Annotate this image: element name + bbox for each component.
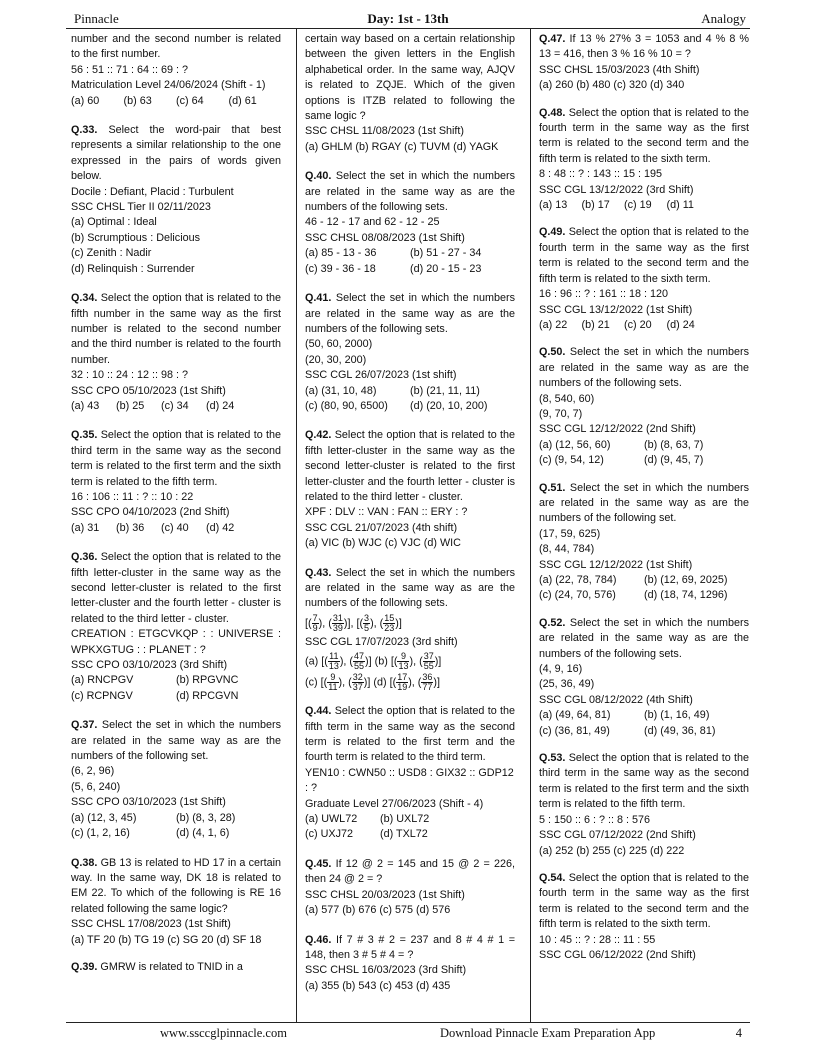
source: SSC CGL 08/12/2022 (4th Shift) [539, 693, 693, 706]
options [71, 811, 281, 826]
option-a: (a) 43 [71, 399, 100, 412]
option-a: (a) 85 - 13 - 36 [305, 247, 377, 260]
option-d: (d) (20, 10, 200) [410, 399, 488, 412]
options [71, 521, 251, 536]
question-text: Select the set in which the numbers are related in the same way as are the numbers of the following sets. [539, 346, 749, 390]
option-d: (d) Relinquish : Surrender [71, 262, 195, 275]
fraction-numerator: 32 [352, 672, 363, 683]
option-a: (a) UWL72 [305, 813, 358, 826]
option-a: (a) (31, 10, 48) [305, 384, 377, 397]
fraction-numerator: 11 [329, 651, 339, 662]
options [305, 812, 455, 827]
option-d: (d) RPCGVN [176, 689, 239, 702]
source: Matriculation Level 24/06/2024 (Shift - 1) [71, 79, 266, 92]
set: (8, 540, 60) [539, 392, 595, 405]
series: 32 : 10 :: 24 : 12 :: 98 : ? [71, 369, 189, 382]
fraction-denominator: 77 [422, 682, 433, 693]
question-text: GB 13 is related to HD 17 in a certain way. In the same way, DK 18 is related to EM 22. To which of the following is RE 16 related following the same logic? [71, 856, 282, 915]
fraction-denominator: 13 [328, 661, 339, 672]
question-47 [539, 32, 749, 94]
option-a: (a) RNCPGV [71, 674, 134, 687]
option-a: (a) 31 [71, 521, 100, 534]
question-number: Q.43. [305, 566, 332, 579]
option-d: (d) 61 [228, 94, 257, 107]
question-33 [71, 123, 281, 277]
option-c: (c) RCPNGV [71, 689, 133, 702]
options [539, 453, 749, 468]
set: (25, 36, 49) [539, 678, 595, 691]
options-cd: (c) [( $\frac{9}{11}$ ), ( $\frac{32}{37}$ )] (d) [( $\frac{17}{19}$ ), ( $\frac{36}{77}$ )] [305, 672, 441, 693]
question-40 [305, 169, 515, 277]
option-d: (d) 24 [666, 318, 695, 331]
fraction-denominator: 37 [352, 682, 363, 693]
option-c: (c) (9, 54, 12) [539, 454, 604, 467]
series: XPF : DLV :: VAN : FAN :: ERY : ? [305, 506, 468, 519]
question-text: Select the set in which the numbers are related in the same way as are the numbers of the following sets. [539, 616, 749, 660]
question-number: Q.42. [305, 429, 332, 442]
question-52 [539, 616, 749, 739]
fraction-denominator: 39 [332, 622, 343, 633]
source: SSC CGL 21/07/2023 (4th shift) [305, 521, 458, 534]
source: SSC CHSL 20/03/2023 (1st Shift) [305, 888, 465, 901]
question-35 [71, 428, 281, 536]
source: SSC CGL 17/07/2023 (3rd shift) [305, 635, 458, 648]
series: 8 : 48 :: ? : 143 :: 15 : 195 [539, 168, 663, 181]
question-text: number and the second number is related to the first number. [71, 33, 281, 61]
question-number: Q.44. [305, 705, 332, 718]
source: SSC CHSL 17/08/2023 (1st Shift) [71, 918, 231, 931]
option-a: (a) Optimal : Ideal [71, 216, 157, 229]
header-topic: Analogy [701, 11, 746, 26]
source: Graduate Level 27/06/2023 (Shift - 4) [305, 797, 484, 810]
series: 16 : 96 :: ? : 161 :: 18 : 120 [539, 288, 669, 301]
question-number: Q.53. [539, 752, 566, 765]
question-text: Select the set in which the numbers are related in the same way as are the numbers of the following set. [71, 719, 281, 763]
option-b-label: (b) [374, 655, 388, 668]
fraction-numerator: 3 [364, 612, 370, 623]
option-b: (b) (8, 63, 7) [644, 438, 704, 451]
option-b: (b) (8, 3, 28) [176, 811, 236, 824]
option-b: (b) (21, 11, 11) [410, 384, 480, 397]
option-d: (d) 24 [206, 399, 235, 412]
set: (9, 70, 7) [539, 407, 583, 420]
option-a: (a) (12, 56, 60) [539, 438, 611, 451]
fraction-numerator: 9 [397, 652, 409, 662]
header-rule [66, 28, 750, 29]
question-text: certain way based on a certain relationship between the given letters in the English alphabetical order. In the same way, AJQV is related to ZQJE. Which of the given options is ITZB related to following the same logic ? [305, 33, 515, 123]
question-text: Select the option that is related to the fifth number in the same way as the first number is related to the second number and the third number is related to the fourth number. [71, 292, 282, 366]
fraction-numerator: 37 [423, 651, 434, 662]
question-39-cont [305, 32, 515, 155]
option-c: (c) 19 [624, 199, 652, 212]
options: (a) 260 (b) 480 (c) 320 (d) 340 [539, 79, 685, 92]
option-b: (b) UXL72 [380, 813, 430, 826]
option-a-label: (a) [305, 655, 319, 668]
options [539, 198, 709, 213]
question-text: If 12 @ 2 = 145 and 15 @ 2 = 226, then 24 @ 2 = ? [305, 857, 515, 886]
column-3 [539, 32, 749, 973]
question-49 [539, 225, 749, 333]
option-d: (d) (18, 74, 1296) [644, 589, 728, 602]
options [305, 827, 455, 842]
question-43 [305, 566, 515, 693]
question-text: Select the option that is related to the fifth term in the same way as the second term is related to the first term and the fourth term is related to the third term. [305, 705, 516, 764]
option-c: (c) 34 [161, 399, 189, 412]
source: SSC CHSL 08/08/2023 (1st Shift) [305, 231, 465, 244]
option-d: (d) (49, 36, 81) [644, 724, 716, 737]
source: SSC CHSL 15/03/2023 (4th Shift) [539, 63, 700, 76]
source: SSC CPO 04/10/2023 (2nd Shift) [71, 506, 230, 519]
option-c: (c) (1, 2, 16) [71, 827, 130, 840]
source: SSC CGL 06/12/2022 (2nd Shift) [539, 948, 696, 961]
option-d: (d) (9, 45, 7) [644, 454, 704, 467]
option-b: (b) 17 [581, 199, 610, 212]
question-54 [539, 871, 749, 963]
question-text: Select the option that is related to the fifth letter-cluster in the same way as the second letter-cluster is related to the first letter-cluster and the fourth letter - cluster is related to the third letter - cluster. [305, 429, 516, 503]
option-d: (d) (4, 1, 6) [176, 827, 230, 840]
fraction-numerator: 36 [422, 672, 433, 683]
question-number: Q.33. [71, 124, 98, 137]
options [539, 708, 749, 723]
set: (8, 44, 784) [539, 543, 595, 556]
fraction-denominator: 55 [423, 661, 434, 672]
question-text: GMRW is related to TNID in a [100, 960, 243, 973]
options [539, 573, 749, 588]
question-number: Q.40. [305, 170, 332, 183]
option-b: (b) 36 [116, 521, 145, 534]
set: (5, 6, 240) [71, 780, 121, 793]
option-b: (b) 21 [581, 318, 610, 331]
question-53 [539, 751, 749, 859]
options [71, 826, 281, 841]
fraction-set: [( $\frac{7}{9}$ ), ( $\frac{31}{39}$ )], [( $\frac{3}{5}$ ), ( $\frac{15}{23}$ )] [305, 612, 402, 633]
fraction-numerator: 9 [327, 673, 338, 683]
question-39 [71, 960, 281, 975]
option-b: (b) 51 - 27 - 34 [410, 247, 482, 260]
source: SSC CHSL Tier II 02/11/2023 [71, 201, 211, 214]
header-brand: Pinnacle [74, 11, 119, 26]
question-number: Q.52. [539, 616, 566, 629]
series: YEN10 : CWN50 :: USD8 : GIX32 :: GDP12 : ? [305, 766, 514, 795]
set: (20, 30, 200) [305, 353, 367, 366]
option-d: (d) 20 - 15 - 23 [410, 262, 482, 275]
option-c: (c) 20 [624, 318, 652, 331]
source: SSC CHSL 11/08/2023 (1st Shift) [305, 125, 465, 138]
fraction-denominator: 19 [397, 682, 408, 693]
footer-rule [66, 1022, 750, 1023]
column-1 [71, 32, 281, 985]
option-c: (c) (24, 70, 576) [539, 589, 616, 602]
options: (a) 355 (b) 543 (c) 453 (d) 435 [305, 979, 451, 992]
question-number: Q.54. [539, 871, 566, 884]
column-divider [530, 28, 531, 1022]
source: SSC CGL 13/12/2022 (1st Shift) [539, 303, 693, 316]
question-number: Q.47. [539, 33, 566, 45]
options: (a) 252 (b) 255 (c) 225 (d) 222 [539, 844, 685, 857]
set: (17, 59, 625) [539, 527, 601, 540]
question-41 [305, 291, 515, 414]
source: SSC CGL 13/12/2022 (3rd Shift) [539, 183, 694, 196]
source: SSC CPO 03/10/2023 (3rd Shift) [71, 659, 228, 672]
series: 5 : 150 :: 6 : ? :: 8 : 576 [539, 813, 651, 826]
question-text: Select the set in which the numbers are related in the same way as are the numbers of the following sets. [305, 566, 515, 610]
question-text: If 7 # 3 # 2 = 237 and 8 # 4 # 1 = 148, then 3 # 5 # 4 = ? [305, 933, 515, 961]
question-number: Q.46. [305, 933, 332, 946]
source: SSC CGL 26/07/2023 (1st shift) [305, 369, 457, 382]
question-text: Select the option that is related to the fourth term in the same way as the first term is related to the second term and the fifth term is related to the sixth term. [539, 226, 750, 285]
question-46 [305, 933, 515, 995]
options [305, 399, 515, 414]
question-number: Q.37. [71, 719, 98, 732]
question-text: Select the option that is related to the fourth term in the same way as the first term is related to the second term and the fifth term is related to the sixth term. [539, 871, 750, 931]
option-a: (a) 60 [71, 94, 100, 107]
question-36 [71, 550, 281, 704]
question-number: Q.35. [71, 429, 98, 442]
source: SSC CPO 05/10/2023 (1st Shift) [71, 384, 226, 397]
options: (a) 577 (b) 676 (c) 575 (d) 576 [305, 904, 451, 917]
fraction-numerator: 7 [312, 612, 318, 623]
sets: 46 - 12 - 17 and 62 - 12 - 25 [305, 216, 440, 229]
question-text: Select the option that is related to the fourth term in the same way as the first term is related to the second term and the fifth term is related to the sixth term. [539, 106, 750, 165]
option-d: (d) 42 [206, 521, 235, 534]
question-text: Select the word-pair that best represents a similar relationship to the one expressed in the pairs of words given below. [71, 124, 281, 183]
options [305, 384, 515, 399]
option-b: (b) (1, 16, 49) [644, 709, 710, 722]
question-number: Q.36. [71, 551, 98, 564]
options [71, 673, 281, 688]
page-footer [70, 1026, 746, 1042]
options: (a) VIC (b) WJC (c) VJC (d) WIC [305, 537, 461, 550]
options [305, 262, 515, 277]
source: SSC CHSL 16/03/2023 (3rd Shift) [305, 964, 467, 977]
option-d: (d) TXL72 [380, 828, 428, 841]
options [539, 438, 749, 453]
fraction-denominator: 55 [354, 661, 365, 672]
fraction-numerator: 17 [397, 672, 408, 683]
series: CREATION : ETGCVKQP : : UNIVERSE : WPKXGTUG : : PLANET : ? [71, 628, 281, 656]
question-32-cont [71, 32, 281, 109]
option-c: (c) 39 - 36 - 18 [305, 262, 376, 275]
options [71, 94, 281, 109]
question-number: Q.50. [539, 346, 566, 359]
option-b: (b) 25 [116, 399, 145, 412]
question-number: Q.45. [305, 857, 332, 870]
question-text: Select the set in which the numbers are related in the same way as are the numbers of the following sets. [305, 170, 515, 214]
question-48 [539, 106, 749, 214]
set: (4, 9, 16) [539, 663, 583, 676]
fraction-denominator: 9 [312, 622, 318, 633]
option-b: (b) (12, 69, 2025) [644, 574, 728, 586]
question-text: Select the option that is related to the third term in the same way as the second term is related to the first term and the sixth term is related to the fifth term. [71, 429, 282, 488]
question-number: Q.39. [71, 960, 98, 973]
options-ab: (a) [( $\frac{11}{13}$ ), ( $\frac{47}{55}$ )] (b) [( $\frac{9}{13}$ ), ( $\frac{37}{55}$ )] [305, 651, 442, 672]
option-c: (c) Zenith : Nadir [71, 247, 152, 260]
fraction-numerator: 47 [354, 651, 365, 662]
column-2 [305, 32, 515, 1004]
question-text: Select the set in which the numbers are related in the same way as are the numbers of the following sets. [305, 292, 515, 335]
question-number: Q.48. [539, 106, 566, 119]
source: SSC CGL 12/12/2022 (2nd Shift) [539, 423, 696, 436]
series: 56 : 51 :: 71 : 64 :: 69 : ? [71, 63, 189, 76]
question-42 [305, 428, 515, 551]
question-text: Select the option that is related to the third term in the same way as the second term is related to the first term and the sixth term is related to the fifth term. [539, 752, 750, 811]
question-44 [305, 704, 515, 843]
options: (a) TF 20 (b) TG 19 (c) SG 20 (d) SF 18 [71, 933, 262, 946]
footer-app-promo: Download Pinnacle Exam Preparation App [440, 1026, 656, 1040]
question-text: Select the option that is related to the fifth letter-cluster in the same way as the second letter-cluster is related to the first letter-cluster and the fourth letter - cluster is related to the third letter - cluster. [71, 551, 282, 625]
options [305, 246, 515, 261]
question-text: Select the set in which the numbers are related in the same way as are the numbers of the following set. [539, 481, 749, 525]
header-day: Day: 1st - 13th [367, 11, 449, 26]
option-d: (d) 11 [666, 199, 694, 212]
option-a: (a) (22, 78, 784) [539, 574, 617, 586]
series: 16 : 106 :: 11 : ? :: 10 : 22 [71, 490, 194, 503]
question-51 [539, 481, 749, 604]
option-d-label: (d) [373, 676, 387, 689]
question-34 [71, 291, 281, 414]
question-number: Q.38. [71, 856, 98, 869]
option-c-label: (c) [305, 676, 318, 689]
page-number: 4 [735, 1026, 742, 1040]
source: SSC CGL 07/12/2022 (2nd Shift) [539, 829, 696, 842]
options [539, 588, 749, 603]
options [71, 399, 251, 414]
page-header [70, 9, 746, 29]
source: SSC CPO 03/10/2023 (1st Shift) [71, 796, 226, 809]
option-c: (c) (36, 81, 49) [539, 724, 610, 737]
option-c: (c) 40 [161, 521, 189, 534]
option-a: (a) 13 [539, 199, 568, 212]
fraction-numerator: 15 [384, 612, 395, 623]
option-a: (a) (49, 64, 81) [539, 709, 611, 722]
option-c: (c) UXJ72 [305, 828, 353, 841]
question-45 [305, 857, 515, 919]
fraction-denominator: 11 [328, 682, 338, 693]
fraction-denominator: 5 [364, 622, 370, 633]
option-c: (c) (80, 90, 6500) [305, 399, 388, 412]
question-number: Q.34. [71, 292, 98, 305]
source: SSC CGL 12/12/2022 (1st Shift) [539, 558, 693, 571]
question-text: If 13 % 27% 3 = 1053 and 4 % 8 % 13 = 416, then 3 % 16 % 10 = ? [539, 33, 749, 61]
option-a: (a) 22 [539, 318, 568, 331]
question-37 [71, 718, 281, 841]
options [539, 724, 749, 739]
question-number: Q.41. [305, 292, 332, 305]
question-38 [71, 856, 281, 948]
question-number: Q.49. [539, 226, 566, 239]
column-divider [296, 28, 297, 1022]
option-a: (a) (12, 3, 45) [71, 811, 137, 824]
option-b: (b) RPGVNC [176, 674, 239, 687]
set: (6, 2, 96) [71, 765, 115, 778]
fraction-numerator: 31 [332, 612, 343, 623]
question-50 [539, 345, 749, 468]
options [539, 318, 709, 333]
set: (50, 60, 2000) [305, 338, 373, 351]
question-number: Q.51. [539, 481, 566, 494]
fraction-denominator: 13 [398, 661, 409, 672]
options: (a) GHLM (b) RGAY (c) TUVM (d) YAGK [305, 140, 499, 153]
options [71, 689, 281, 704]
option-b: (b) Scrumptious : Delicious [71, 231, 201, 244]
option-b: (b) 63 [123, 94, 152, 107]
word-pair: Docile : Defiant, Placid : Turbulent [71, 185, 234, 198]
footer-website[interactable]: www.ssccglpinnacle.com [160, 1026, 287, 1040]
fraction-denominator: 23 [384, 622, 395, 633]
series: 10 : 45 :: ? : 28 :: 11 : 55 [539, 933, 656, 946]
option-c: (c) 64 [176, 94, 204, 107]
